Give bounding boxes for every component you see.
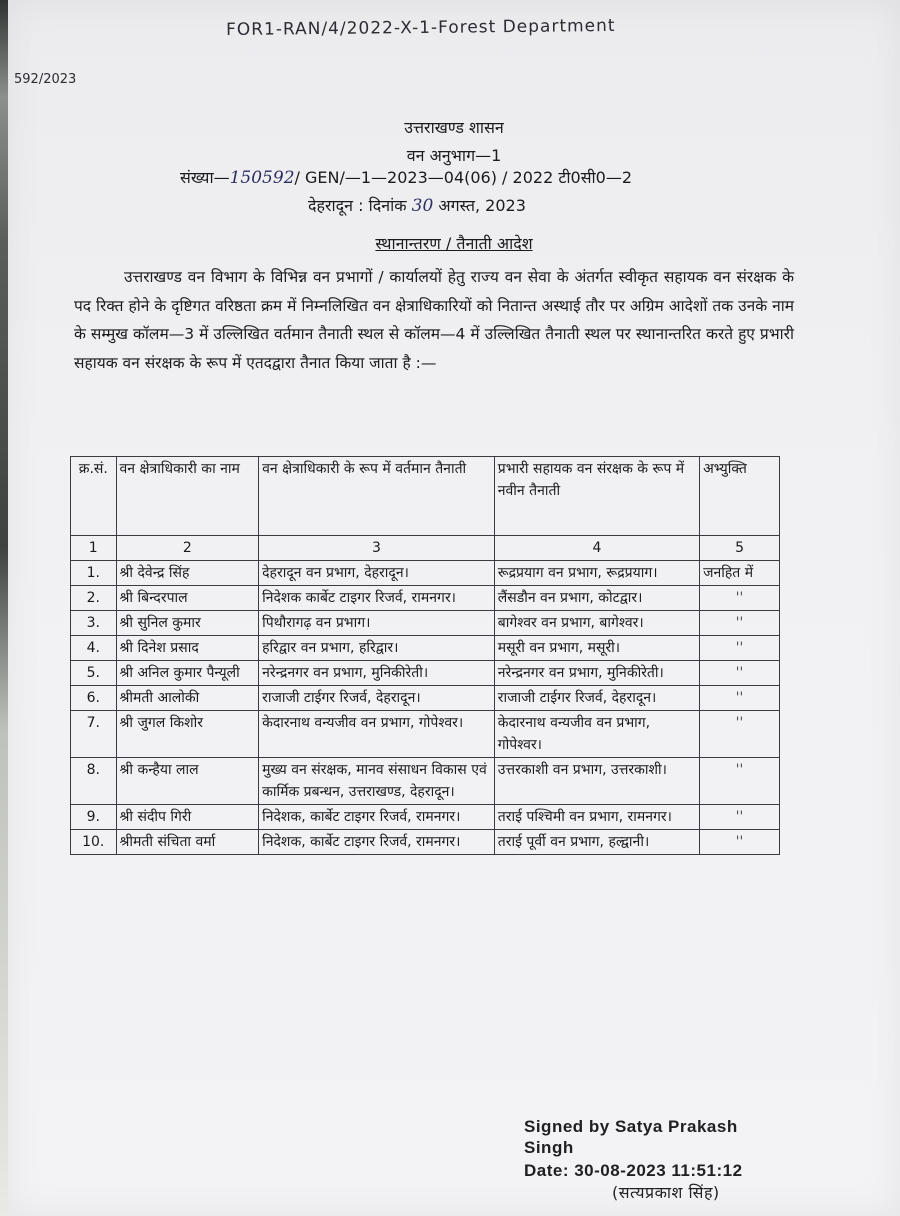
row-new-posting: तराई पश्चिमी वन प्रभाग, रामनगर। [494,805,699,830]
row-remark: '' [700,636,780,661]
row-current-posting: मुख्य वन संरक्षक, मानव संसाधन विकास एवं कार्मिक प्रबन्धन, उत्तराखण्ड, देहरादून। [259,758,495,805]
document-page [8,0,900,1216]
column-number: 4 [494,536,699,561]
place-date [308,194,526,216]
row-current-posting: निदेशक कार्बेट टाइगर रिजर्व, रामनगर। [259,586,495,611]
table-row [71,561,780,586]
column-number: 2 [116,536,259,561]
row-current-posting: केदारनाथ वन्यजीव वन प्रभाग, गोपेश्वर। [259,711,495,758]
table-row [71,758,780,805]
row-officer-name: श्री कन्हैया लाल [116,758,259,805]
row-remark: '' [700,611,780,636]
reference-suffix: / GEN/—1—2023—04(06) / 2022 टी0सी0—2 [294,168,633,187]
row-current-posting: नरेन्द्रनगर वन प्रभाग, मुनिकीरेती। [259,661,495,686]
header-new-posting: प्रभारी सहायक वन संरक्षक के रूप में नवीन तैनाती [494,457,699,536]
row-current-posting: हरिद्वार वन प्रभाग, हरिद्वार। [259,636,495,661]
row-sno: 3. [71,611,117,636]
table-row [71,586,780,611]
section-name: वन अनुभाग—1 [406,146,502,165]
row-remark: '' [700,805,780,830]
row-new-posting: मसूरी वन प्रभाग, मसूरी। [494,636,699,661]
row-sno: 10. [71,830,117,855]
order-body-paragraph: उत्तराखण्ड वन विभाग के विभिन्न वन प्रभागों / कार्यालयों हेतु राज्य वन सेवा के अंतर्गत स्वीकृत सहायक वन संरक्षक के पद रिक्त होने के दृष्टिगत वरिष्ठता क्रम में निम्नलिखित वन क्षेत्राधिकारियों को नितान्त अस्थाई तौर पर अग्रिम आदेशों तक उनके नाम के सम्मुख कॉलम—3 में उल्लिखित वर्तमान तैनाती स्थल से कॉलम—4 में उल्लिखित तैनाती स्थल पर स्थानान्तरित करते हुए प्रभारी सहायक वन संरक्षक के रूप में एतदद्वारा तैनात किया जाता है :— [74,268,794,372]
row-new-posting: केदारनाथ वन्यजीव वन प्रभाग, गोपेश्वर। [494,711,699,758]
signatory-name-hindi: (सत्यप्रकाश सिंह) [612,1183,720,1202]
row-new-posting: रूद्रप्रयाग वन प्रभाग, रूद्रप्रयाग। [494,561,699,586]
column-number: 1 [71,536,117,561]
row-sno: 6. [71,686,117,711]
row-new-posting: उत्तरकाशी वन प्रभाग, उत्तरकाशी। [494,758,699,805]
row-remark: '' [700,586,780,611]
row-officer-name: श्री बिन्दरपाल [116,586,259,611]
row-sno: 1. [71,561,117,586]
digital-signature-line: Signed by Satya Prakash [524,1117,738,1136]
row-officer-name: श्री संदीप गिरी [116,805,259,830]
column-number: 5 [700,536,780,561]
table-row [71,636,780,661]
table-header-row [71,457,780,536]
row-remark: '' [700,830,780,855]
row-officer-name: श्रीमती संचिता वर्मा [116,830,259,855]
row-officer-name: श्री सुनिल कुमार [116,611,259,636]
header-officer-name: वन क्षेत्राधिकारी का नाम [116,457,259,536]
row-sno: 4. [71,636,117,661]
row-new-posting: बागेश्वर वन प्रभाग, बागेश्वर। [494,611,699,636]
transfer-table [70,456,780,855]
row-new-posting: राजाजी टाईगर रिजर्व, देहरादून। [494,686,699,711]
row-current-posting: पिथौरागढ़ वन प्रभाग। [259,611,495,636]
government-name: उत्तराखण्ड शासन [404,118,504,137]
column-number: 3 [259,536,495,561]
row-officer-name: श्री देवेन्द्र सिंह [116,561,259,586]
row-officer-name: श्री जुगल किशोर [116,711,259,758]
row-remark: जनहित में [700,561,780,586]
corner-number: 592/2023 [14,72,77,87]
row-remark: '' [700,661,780,686]
row-current-posting: निदेशक, कार्बेट टाइगर रिजर्व, रामनगर। [259,805,495,830]
table-row [71,661,780,686]
row-sno: 2. [71,586,117,611]
header-remarks: अभ्युक्ति [700,457,780,536]
signature-date: Date: 30-08-2023 11:51:12 [524,1161,743,1180]
row-remark: '' [700,758,780,805]
column-number-row [71,536,780,561]
row-sno: 8. [71,758,117,805]
row-remark: '' [700,711,780,758]
order-title: स्थानान्तरण / तैनाती आदेश [375,234,533,253]
handwritten-day: 30 [411,196,434,216]
table-row [71,686,780,711]
handwritten-number: 150592 [229,168,295,188]
row-current-posting: राजाजी टाईगर रिजर्व, देहरादून। [259,686,495,711]
header-sno: क्र.सं. [71,457,117,536]
row-officer-name: श्री अनिल कुमार पैन्यूली [116,661,259,686]
row-sno: 9. [71,805,117,830]
table-row [71,711,780,758]
row-new-posting: नरेन्द्रनगर वन प्रभाग, मुनिकीरेती। [494,661,699,686]
row-new-posting: लैंसडौन वन प्रभाग, कोटद्वार। [494,586,699,611]
row-officer-name: श्री दिनेश प्रसाद [116,636,259,661]
row-current-posting: देहरादून वन प्रभाग, देहरादून। [259,561,495,586]
reference-prefix: संख्या— [180,168,230,187]
row-remark: '' [700,686,780,711]
header-current-posting: वन क्षेत्राधिकारी के रूप में वर्तमान तैनाती [259,457,495,536]
table-row [71,805,780,830]
place-prefix: देहरादून : दिनांक [308,196,407,215]
date-suffix: अगस्त, 2023 [438,196,526,215]
row-officer-name: श्रीमती आलोकी [116,686,259,711]
table-row [71,611,780,636]
row-sno: 5. [71,661,117,686]
reference-number [180,166,632,188]
table-row [71,830,780,855]
digital-signature-line: Singh [524,1138,574,1157]
row-current-posting: निदेशक, कार्बेट टाइगर रिजर्व, रामनगर। [259,830,495,855]
row-new-posting: तराई पूर्वी वन प्रभाग, हल्द्वानी। [494,830,699,855]
row-sno: 7. [71,711,117,758]
file-code-header: FOR1-RAN/4/2022-X-1-Forest Department [225,15,616,41]
